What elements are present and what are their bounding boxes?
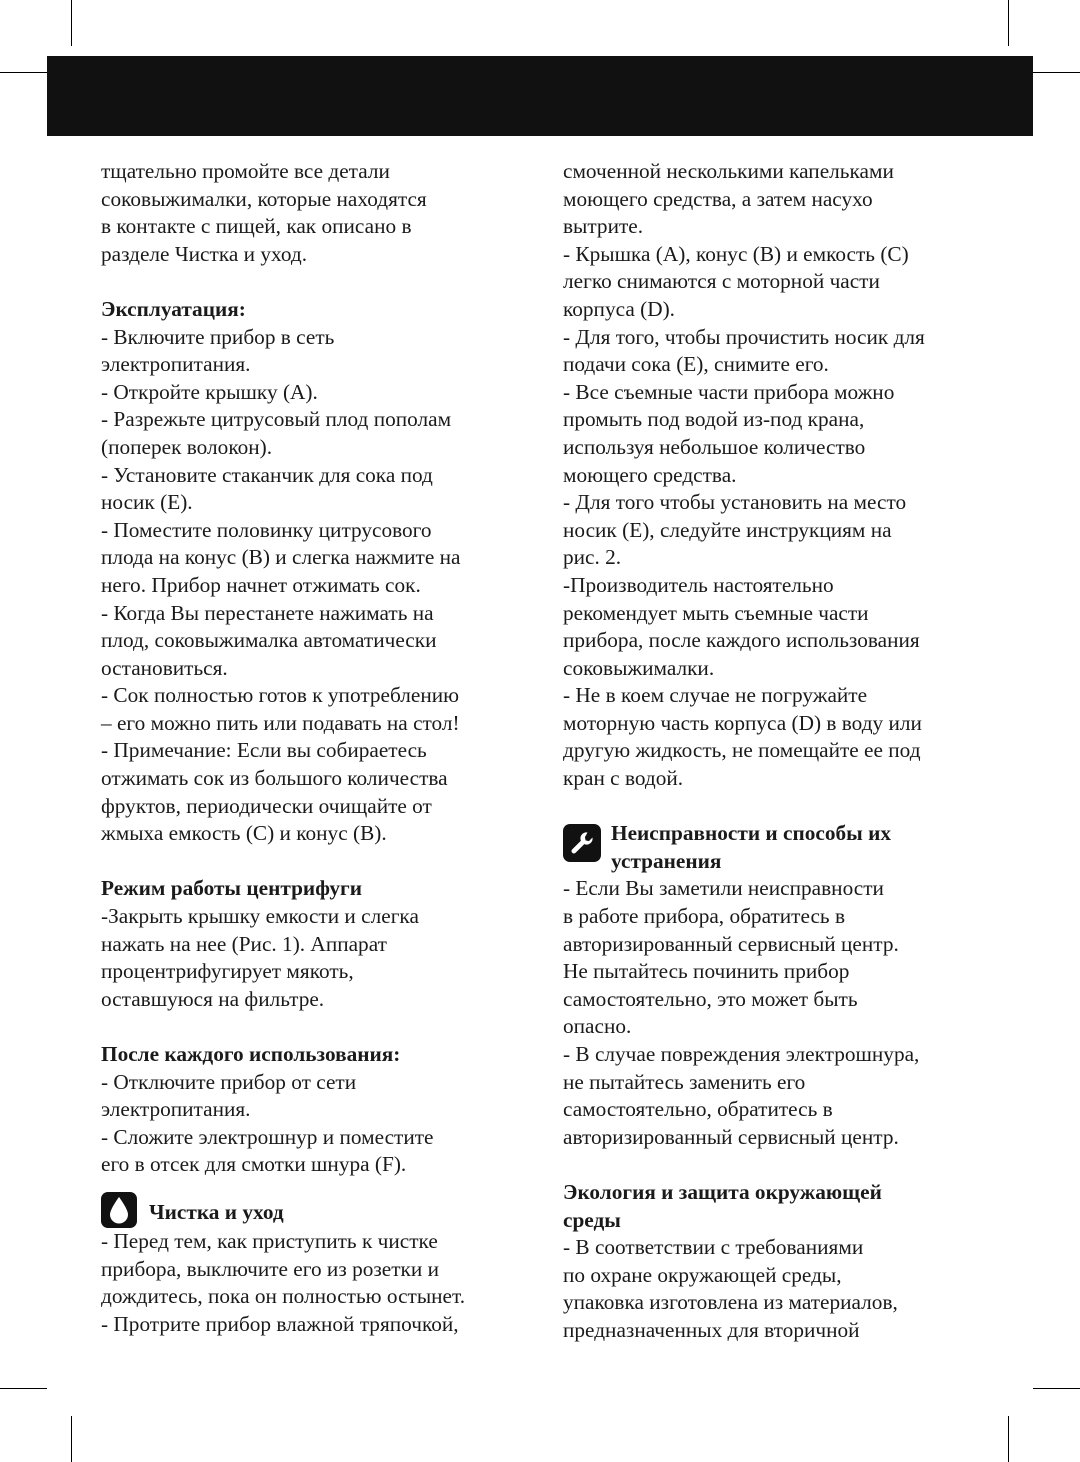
- header-bar: [47, 56, 1033, 136]
- text-line: авторизированный сервисный центр.: [563, 931, 899, 956]
- text-line: моющего средства, а затем насухо: [563, 186, 873, 211]
- text-line: носик (E).: [101, 490, 193, 515]
- text-line: промыть под водой из-под крана,: [563, 407, 865, 432]
- text-line: - Перед тем, как приступить к чистке: [101, 1228, 438, 1253]
- section-ecology: [563, 1179, 1003, 1345]
- text-line: фруктов, периодически очищайте от: [101, 793, 432, 818]
- text-line: - Сложите электрошнур и поместите: [101, 1124, 434, 1149]
- text-line: Не пытайтесь починить прибор: [563, 959, 850, 984]
- text-line: смоченной несколькими капельками: [563, 159, 894, 183]
- text-line: тщательно промойте все детали: [101, 159, 390, 183]
- text-line: - Для того чтобы установить на место: [563, 490, 907, 515]
- text-line: плод, соковыжималка автоматически: [101, 628, 437, 653]
- text-line: - Откройте крышку (A).: [101, 379, 318, 404]
- wrench-icon: [563, 824, 601, 862]
- section-after-use: [101, 1041, 531, 1179]
- text-line: рекомендует мыть съемные части: [563, 600, 869, 625]
- text-line: моторную часть корпуса (D) в воду или: [563, 710, 922, 735]
- text-line: предназначенных для вторичной: [563, 1317, 860, 1342]
- text-line: в работе прибора, обратитесь в: [563, 904, 846, 929]
- text-line: остановиться.: [101, 655, 228, 680]
- text-line: - Поместите половинку цитрусового: [101, 517, 432, 542]
- text-line: корпуса (D).: [563, 296, 675, 321]
- text-line: - Крышка (A), конус (B) и емкость (C): [563, 241, 909, 266]
- section-heading: После каждого использования:: [101, 1042, 401, 1066]
- crop-mark: [71, 0, 72, 46]
- text-line: - Все съемные части прибора можно: [563, 379, 895, 404]
- text-line: прибора, после каждого использования: [563, 628, 920, 653]
- crop-mark: [71, 1416, 72, 1462]
- section-troubleshooting: [563, 820, 1003, 1151]
- text-line: оставшуюся на фильтре.: [101, 986, 325, 1011]
- section-centrifuge: [101, 875, 531, 1013]
- crop-mark: [1033, 1388, 1080, 1389]
- text-line: -Производитель настоятельно: [563, 572, 834, 597]
- text-line: - Установите стаканчик для сока под: [101, 462, 433, 487]
- text-line: нажать на нее (Рис. 1). Аппарат: [101, 931, 387, 956]
- water-drop-icon: [101, 1192, 137, 1228]
- text-line: - Отключите прибор от сети: [101, 1069, 357, 1094]
- text-line: другую жидкость, не помещайте ее под: [563, 738, 921, 763]
- text-line: легко снимаются с моторной части: [563, 269, 880, 294]
- text-line: подачи сока (E), снимите его.: [563, 352, 829, 377]
- section-operation: [101, 296, 531, 848]
- text-line: (поперек волокон).: [101, 434, 273, 459]
- text-line: упаковка изготовлена из материалов,: [563, 1290, 898, 1315]
- text-line: - Включите прибор в сеть: [101, 324, 335, 349]
- text-line: - Если Вы заметили неисправности: [563, 876, 884, 901]
- text-line: прибора, выключите его из розетки и: [101, 1256, 440, 1281]
- text-line: него. Прибор начнет отжимать сок.: [101, 572, 421, 597]
- section-cleaning: [101, 1199, 531, 1338]
- text-line: не пытайтесь заменить его: [563, 1069, 806, 1094]
- text-line: носик (E), следуйте инструкциям на: [563, 517, 892, 542]
- section-heading: Экология и защита окружающей: [563, 1179, 882, 1204]
- crop-mark: [0, 72, 47, 73]
- text-line: - Примечание: Если вы собираетесь: [101, 738, 427, 763]
- text-line: дождитесь, пока он полностью остынет.: [101, 1284, 466, 1309]
- text-line: отжимать сок из большого количества: [101, 766, 448, 791]
- text-line: - Разрежьте цитрусовый плод пополам: [101, 407, 452, 432]
- text-line: - Протрите прибор влажной тряпочкой,: [101, 1311, 459, 1336]
- text-line: вытрите.: [563, 214, 644, 239]
- text-line: - В соответствии с требованиями: [563, 1235, 864, 1260]
- text-line: – его можно пить или подавать на стол!: [101, 710, 460, 735]
- left-column: [101, 158, 531, 1338]
- crop-mark: [1008, 1416, 1009, 1462]
- text-line: в контакте с пищей, как описано в: [101, 214, 412, 239]
- text-line: его в отсек для смотки шнура (F).: [101, 1152, 407, 1177]
- text-line: электропитания.: [101, 352, 251, 377]
- section-heading: Неисправности и способы их: [611, 821, 892, 846]
- text-line: самостоятельно, обратитесь в: [563, 1097, 833, 1122]
- section-heading: среды: [563, 1207, 621, 1232]
- section-heading: Режим работы центрифуги: [101, 876, 362, 901]
- text-line: - Для того, чтобы прочистить носик для: [563, 324, 925, 349]
- text-line: - Когда Вы перестанете нажимать на: [101, 600, 434, 625]
- text-line: рис. 2.: [563, 545, 622, 570]
- text-line: используя небольшое количество: [563, 434, 866, 459]
- text-line: соковыжималки, которые находятся: [101, 186, 427, 211]
- text-line: -Закрыть крышку емкости и слегка: [101, 904, 419, 929]
- text-line: процентрифугирует мякоть,: [101, 959, 354, 984]
- text-line: по охране окружающей среды,: [563, 1262, 842, 1287]
- crop-mark: [0, 1388, 47, 1389]
- text-line: моющего средства.: [563, 462, 737, 487]
- text-line: соковыжималки.: [563, 655, 715, 680]
- text-line: кран с водой.: [563, 766, 684, 791]
- text-line: самостоятельно, это может быть: [563, 986, 858, 1011]
- cleaning-continued: [563, 158, 1003, 793]
- crop-mark: [1008, 0, 1009, 46]
- intro-paragraph: [101, 158, 531, 268]
- text-line: - Сок полностью готов к употреблению: [101, 683, 460, 708]
- text-line: авторизированный сервисный центр.: [563, 1124, 899, 1149]
- section-heading: устранения: [611, 848, 722, 873]
- text-line: - В случае повреждения электрошнура,: [563, 1042, 920, 1066]
- text-line: - Не в коем случае не погружайте: [563, 683, 868, 708]
- text-line: опасно.: [563, 1014, 632, 1039]
- section-heading: Эксплуатация:: [101, 296, 246, 321]
- text-line: жмыха емкость (C) и конус (B).: [101, 821, 387, 846]
- text-line: электропитания.: [101, 1097, 251, 1122]
- section-heading: Чистка и уход: [149, 1199, 284, 1224]
- right-column: [563, 158, 1003, 1345]
- text-line: разделе Чистка и уход.: [101, 241, 308, 266]
- text-line: плода на конус (B) и слегка нажмите на: [101, 545, 461, 570]
- crop-mark: [1033, 72, 1080, 73]
